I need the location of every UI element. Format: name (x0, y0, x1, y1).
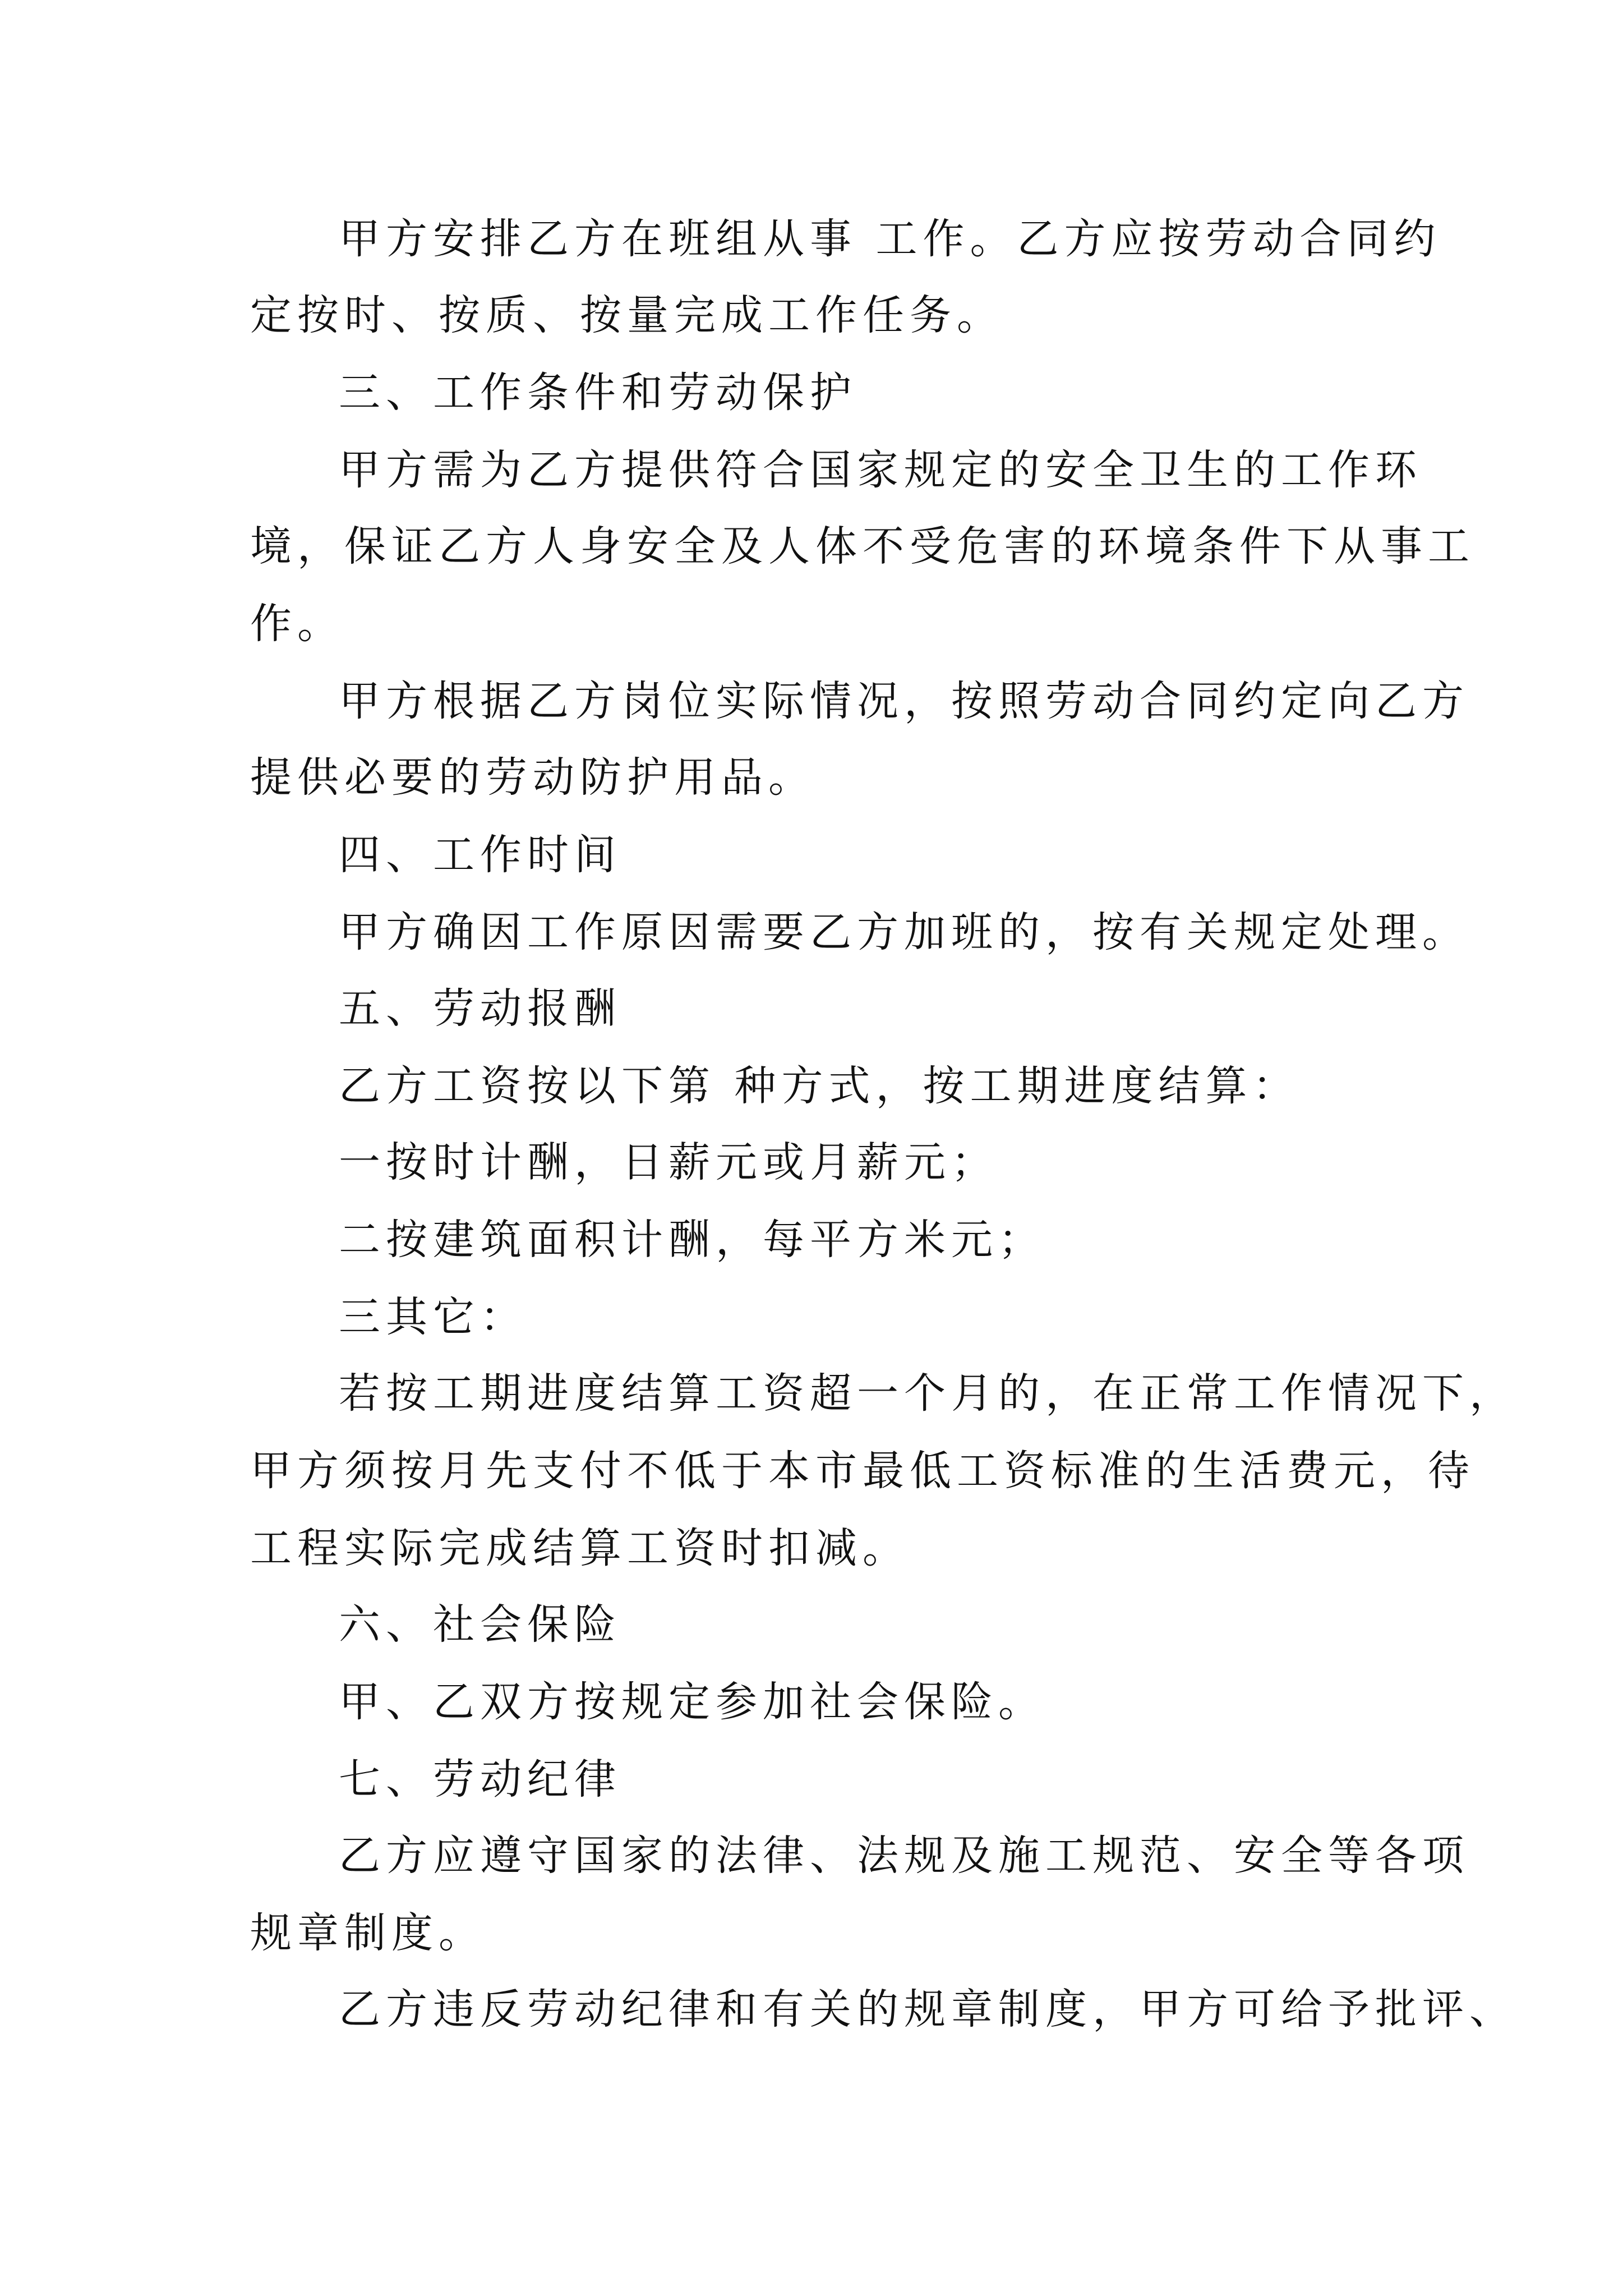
paragraph-line: 一按时计酬，日薪元或月薪元； (339, 1138, 998, 1186)
section-heading: 四、工作时间 (339, 831, 621, 879)
paragraph-line: 甲、乙双方按规定参加社会保险。 (339, 1678, 1045, 1726)
paragraph-line: 工程实际完成结算工资时扣减。 (250, 1524, 910, 1572)
paragraph-line: 作。 (250, 600, 344, 648)
paragraph-line: 甲方需为乙方提供符合国家规定的安全卫生的工作环 (339, 446, 1422, 494)
paragraph-line: 乙方违反劳动纪律和有关的规章制度，甲方可给予批评、 (339, 1985, 1516, 2033)
paragraph-line: 定按时、按质、按量完成工作任务。 (250, 291, 1004, 339)
paragraph-line: 乙方应遵守国家的法律、法规及施工规范、安全等各项 (339, 1832, 1469, 1880)
section-heading: 六、社会保险 (339, 1600, 621, 1649)
section-heading: 三、工作条件和劳动保护 (339, 369, 857, 417)
paragraph-line: 乙方工资按以下第 种方式，按工期进度结算： (339, 1062, 1300, 1110)
section-heading: 七、劳动纪律 (339, 1755, 621, 1803)
paragraph-line: 若按工期进度结算工资超一个月的，在正常工作情况下， (339, 1369, 1516, 1418)
paragraph-line: 境，保证乙方人身安全及人体不受危害的环境条件下从事工 (250, 522, 1475, 570)
paragraph-line: 甲方确因工作原因需要乙方加班的，按有关规定处理。 (339, 908, 1469, 956)
paragraph-line: 三其它： (339, 1293, 527, 1341)
paragraph-line: 甲方根据乙方岗位实际情况，按照劳动合同约定向乙方 (339, 677, 1469, 725)
paragraph-line: 规章制度。 (250, 1909, 486, 1957)
paragraph-line: 甲方安排乙方在班组从事 工作。乙方应按劳动合同约 (339, 215, 1441, 263)
section-heading: 五、劳动报酬 (339, 984, 621, 1033)
paragraph-line: 二按建筑面积计酬，每平方米元； (339, 1216, 1045, 1264)
paragraph-line: 提供必要的劳动防护用品。 (250, 753, 815, 802)
paragraph-line: 甲方须按月先支付不低于本市最低工资标准的生活费元，待 (250, 1447, 1475, 1495)
